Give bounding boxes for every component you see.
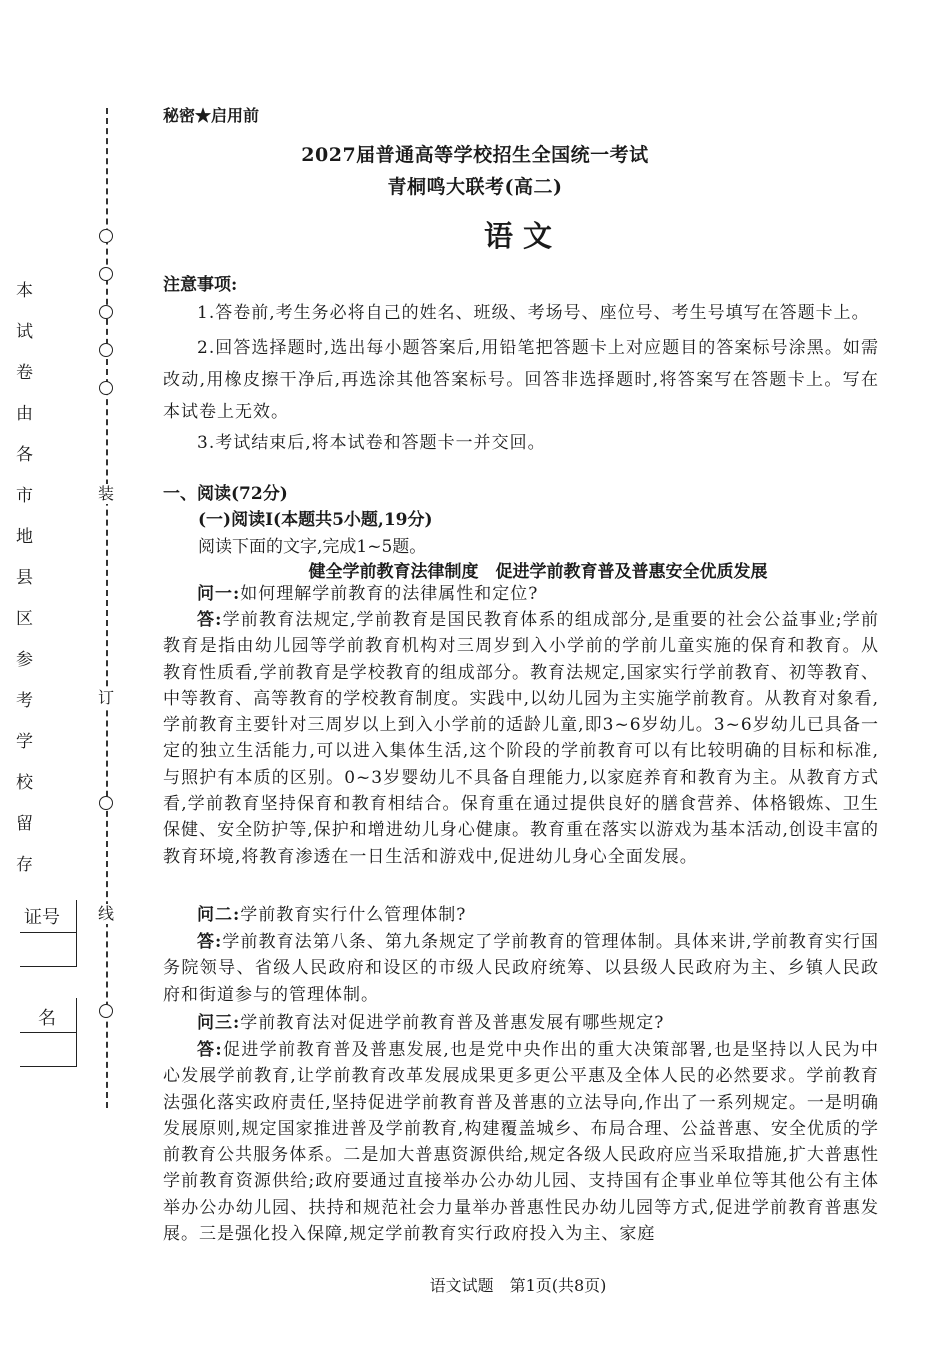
section-heading: 一、阅读(72分) <box>163 484 288 504</box>
notice-item-3: 3.考试结束后,将本试卷和答题卡一并交回。 <box>197 433 546 453</box>
question-3 <box>163 1010 879 1036</box>
notice-item-2: 2.回答选择题时,选出每小题答案后,用铅笔把答题卡上对应题目的答案标号涂黑。如需改动,用橡皮擦干净后,再选涂其他答案标号。回答非选择题时,将答案写在答题卡上。写在本试卷上无效。 <box>163 338 879 422</box>
answer-3-label: 答: <box>197 1040 223 1060</box>
question-1 <box>163 581 879 607</box>
question-2 <box>163 902 879 928</box>
binding-hole <box>99 305 113 319</box>
binding-hole <box>99 1004 113 1018</box>
notice-heading: 注意事项: <box>163 275 238 295</box>
binding-hole <box>99 381 113 395</box>
answer-2-text: 学前教育法第八条、第九条规定了学前教育的管理体制。具体来讲,学前教育实行国务院领导、省级人民政府和设区的市级人民政府统筹、以县级人民政府为主、乡镇人民政府和街道参与的管理体制。 <box>163 932 879 1005</box>
section-instruction: 阅读下面的文字,完成1~5题。 <box>198 537 427 557</box>
exam-title: 2027届普通高等学校招生全国统一考试 <box>301 144 649 166</box>
question-3-text: 学前教育法对促进学前教育普及普惠发展有哪些规定? <box>240 1013 665 1033</box>
subject-title: 语 文 <box>483 219 553 253</box>
question-1-label: 问一: <box>197 584 241 604</box>
binding-word-xian: 线 <box>98 904 115 923</box>
page-footer: 语文试题 第1页(共8页) <box>429 1276 607 1295</box>
binding-hole <box>99 267 113 281</box>
article-title: 健全学前教育法律制度 促进学前教育普及普惠安全优质发展 <box>308 562 768 582</box>
answer-2-label: 答: <box>197 932 223 952</box>
question-1-text: 如何理解学前教育的法律属性和定位? <box>240 584 539 604</box>
id-number-label: 证号 <box>24 907 60 928</box>
notice-item-1: 1.答卷前,考生务必将自己的姓名、班级、考场号、座位号、考生号填写在答题卡上。 <box>197 303 870 323</box>
binding-word-ding: 订 <box>98 688 115 707</box>
name-label: 名 <box>38 1008 56 1029</box>
answer-1 <box>163 607 879 870</box>
answer-1-text: 学前教育法规定,学前教育是国民教育体系的组成部分,是重要的社会公益事业;学前教育是指由幼儿园等学前教育机构对三周岁到入小学前的学前儿童实施的保育和教育。从教育性质看,学前教育是学校教育的组成部分。教育法规定,国家实行学前教育、初等教育、中等教育、高等教育的学校教育制度。实践中,以幼儿园为主实施学前教育。从教育对象看,学前教育主要针对三周岁以上到入小学前的适龄儿童,即3~6岁幼儿。3~6岁幼儿已具备一定的独立生活能力,可以进入集体生活,这个阶段的学前教育可以有比较明确的目标和标准,与照护有本质的区别。0~3岁婴幼儿不具备自理能力,以家庭养育和教育为主。从教育方式看,学前教育坚持保育和教育相结合。保育重在通过提供良好的膳食营养、体格锻炼、卫生保健、安全防护等,保护和增进幼儿身心健康。教育重在落实以游戏为基本活动,创设丰富的教育环境,将教育渗透在一日生活和游戏中,促进幼儿身心全面发展。 <box>163 610 879 867</box>
question-3-label: 问三: <box>197 1013 241 1033</box>
binding-hole <box>99 796 113 810</box>
question-2-text: 学前教育实行什么管理体制? <box>240 905 467 925</box>
binding-hole <box>99 343 113 357</box>
question-2-label: 问二: <box>197 905 241 925</box>
answer-3-text: 促进学前教育普及普惠发展,也是党中央作出的重大决策部署,也是坚持以人民为中心发展学前教育,让学前教育改革发展成果更多更公平惠及全体人民的必然要求。学前教育法强化落实政府责任,坚持促进学前教育普及普惠的立法导向,作出了一系列规定。一是明确发展原则,规定国家推进普及学前教育,构建覆盖城乡、布局合理、公益普惠、安全优质的学前教育公共服务体系。二是加大普惠资源供给,规定各级人民政府应当采取措施,扩大普惠性学前教育资源供给;政府要通过直接举办公办幼儿园、支持国有企事业单位等其他公有主体举办公办幼儿园、扶持和规范社会力量举办普惠性民办幼儿园等方式,促进学前教育普惠发展。三是强化投入保障,规定学前教育实行政府投入为主、家庭 <box>163 1040 880 1245</box>
binding-word-zhuang: 装 <box>98 484 115 503</box>
answer-1-label: 答: <box>197 610 223 630</box>
answer-2 <box>163 929 879 1008</box>
section-sub-heading: (一)阅读Ⅰ(本题共5小题,19分) <box>198 510 433 530</box>
exam-subtitle: 青桐鸣大联考(高二) <box>387 176 563 198</box>
secret-label: 秘密★启用前 <box>163 106 260 125</box>
answer-3 <box>163 1037 879 1247</box>
binding-dashed-line <box>106 108 108 1108</box>
